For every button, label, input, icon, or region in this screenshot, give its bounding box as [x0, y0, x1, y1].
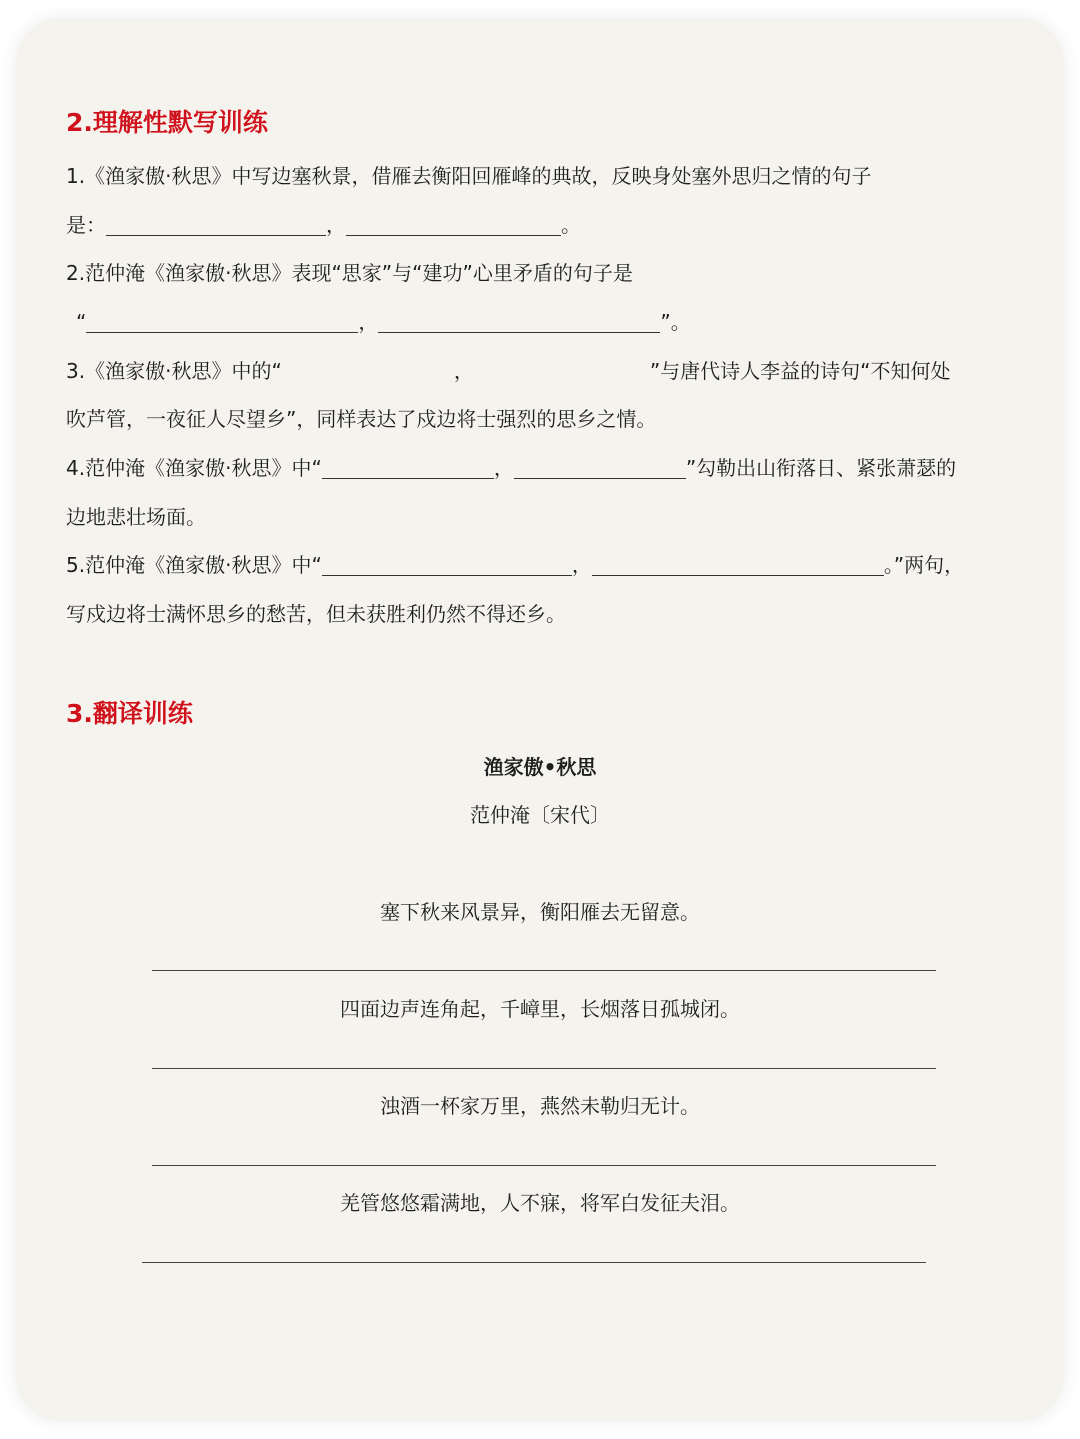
poem-line-4: 羌管悠悠霜满地，人不寐，将军白发征夫泪。 — [340, 1191, 740, 1215]
question-4-blank-2[interactable] — [514, 456, 686, 479]
question-5-prefix: 5.范仲淹《渔家傲·秋思》中“ — [66, 553, 322, 577]
translation-line-4[interactable] — [142, 1262, 926, 1263]
question-3-line-2: 吹芦管，一夜征人尽望乡”，同样表达了戍边将士强烈的思乡之情。 — [66, 407, 657, 431]
poem-line-2: 四面边声连角起，千嶂里，长烟落日孤城闭。 — [340, 997, 740, 1021]
question-4-comma: ， — [493, 456, 514, 480]
question-2-end: ”。 — [660, 310, 691, 334]
question-2-open-quote: “ — [76, 310, 87, 334]
translation-line-1[interactable] — [152, 970, 936, 971]
poem-line-3: 浊酒一杯家万里，燕然未勒归无计。 — [380, 1094, 700, 1118]
question-1-prefix: 是： — [66, 213, 106, 237]
question-5-comma: ， — [571, 553, 592, 577]
question-4-blank-1[interactable] — [322, 456, 494, 479]
question-4-prefix: 4.范仲淹《渔家傲·秋思》中“ — [66, 456, 322, 480]
question-1-blank-1[interactable] — [106, 213, 326, 236]
question-5-line-2: 写戍边将士满怀思乡的愁苦，但未获胜利仍然不得还乡。 — [66, 602, 566, 626]
question-2-blank-2[interactable] — [378, 310, 660, 333]
question-1-text: 1.《渔家傲·秋思》中写边塞秋景，借雁去衡阳回雁峰的典故，反映身处塞外思归之情的句子 — [66, 164, 872, 188]
question-3-comma: ， — [453, 359, 474, 383]
question-5-line-1 — [66, 550, 964, 580]
question-2-comma: ， — [358, 310, 379, 334]
question-4-line-1 — [66, 453, 956, 483]
poem-title: 渔家傲•秋思 — [483, 755, 597, 779]
worksheet-page — [16, 18, 1064, 1421]
question-3-line-1 — [66, 356, 951, 386]
question-5-blank-1[interactable] — [322, 553, 572, 576]
question-2-blank-1[interactable] — [86, 310, 358, 333]
poem-author: 范仲淹〔宋代〕 — [470, 803, 610, 827]
section-title-translation: 3.翻译训练 — [66, 699, 193, 728]
poem-line-1: 塞下秋来风景异，衡阳雁去无留意。 — [380, 900, 700, 924]
question-5-blank-2[interactable] — [592, 553, 884, 576]
question-1-comma: ， — [326, 213, 346, 237]
question-1-blank-2[interactable] — [346, 213, 561, 236]
translation-line-3[interactable] — [152, 1165, 936, 1166]
question-5-suffix: 。”两句， — [883, 553, 965, 577]
question-1-answer-row — [66, 210, 581, 240]
question-4-suffix: ”勾勒出山衔落日、紧张萧瑟的 — [685, 456, 957, 480]
question-3-prefix: 3.《渔家傲·秋思》中的“ — [66, 359, 282, 383]
question-4-line-2: 边地悲壮场面。 — [66, 505, 206, 529]
question-3-suffix: ”与唐代诗人李益的诗句“不知何处 — [649, 359, 951, 383]
question-2-answer-row — [76, 307, 691, 337]
question-2-text: 2.范仲淹《渔家傲·秋思》表现“思家”与“建功”心里矛盾的句子是 — [66, 261, 633, 285]
translation-line-2[interactable] — [152, 1068, 936, 1069]
section-title-dictation: 2.理解性默写训练 — [66, 108, 268, 137]
question-1-end: 。 — [561, 213, 581, 237]
